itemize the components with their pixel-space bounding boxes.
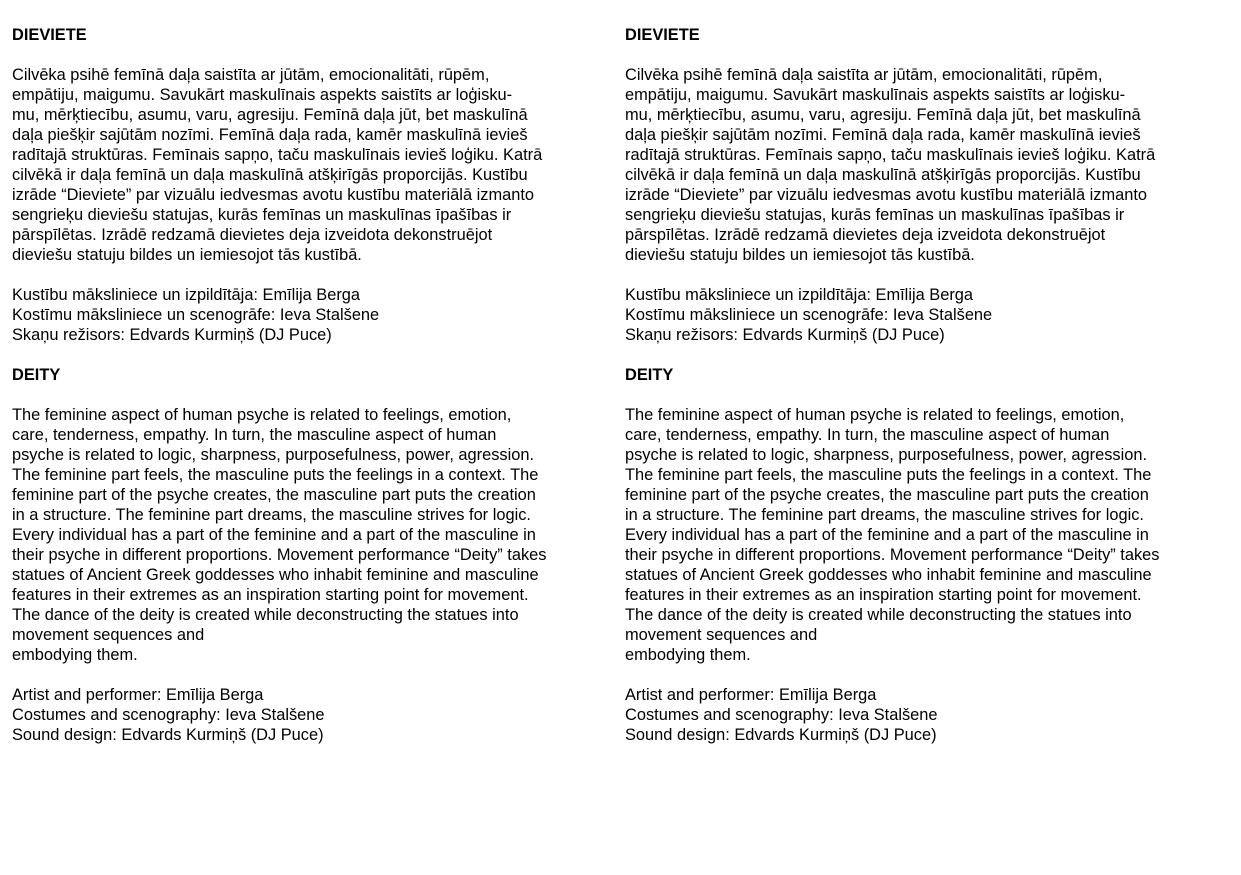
latvian-body-line: radītajā struktūras. Femīnais sapņo, taču maskulīnais ievieš loģiku. Katrā <box>12 146 543 164</box>
latvian-credit-line: Skaņu režisors: Edvards Kurmiņš (DJ Puce) <box>625 326 945 344</box>
latvian-body-line: daļa piešķir sajūtām nozīmi. Femīnā daļa rada, kamēr maskulīnā ievieš <box>625 126 1141 144</box>
english-body-line: embodying them. <box>625 646 751 664</box>
english-credits <box>625 685 1237 745</box>
latvian-body-line: mu, mērķtiecību, asumu, varu, agresiju. Femīnā daļa jūt, bet maskulīnā <box>12 106 528 124</box>
latvian-body-line: radītajā struktūras. Femīnais sapņo, taču maskulīnais ievieš loģiku. Katrā <box>625 146 1156 164</box>
latvian-body-line: mu, mērķtiecību, asumu, varu, agresiju. Femīnā daļa jūt, bet maskulīnā <box>625 106 1141 124</box>
english-title: DEITY <box>625 366 674 384</box>
english-credit-line: Sound design: Edvards Kurmiņš (DJ Puce) <box>12 726 324 744</box>
latvian-title: DIEVIETE <box>625 26 700 44</box>
latvian-credit-line: Kustību māksliniece un izpildītāja: Emīlija Berga <box>625 286 974 304</box>
english-body-line: statues of Ancient Greek goddesses who inhabit feminine and masculine <box>12 566 539 584</box>
english-body <box>12 405 624 665</box>
latvian-body-line: izrāde “Dieviete” par vizuālu iedvesmas avotu kustību materiālā izmanto <box>625 186 1148 204</box>
latvian-credit-line: Kostīmu māksliniece un scenogrāfe: Ieva Stalšene <box>12 306 380 324</box>
latvian-title: DIEVIETE <box>12 26 87 44</box>
latvian-body-line: dieviešu statuju bildes un iemiesojot tās kustībā. <box>12 246 362 264</box>
english-credit-line: Artist and performer: Emīlija Berga <box>12 686 264 704</box>
english-body-line: The feminine aspect of human psyche is related to feelings, emotion, <box>12 406 512 424</box>
english-body-line: psyche is related to logic, sharpness, purposefulness, power, agression. <box>625 446 1148 464</box>
english-body-line: features in their extremes as an inspiration starting point for movement. <box>12 586 529 604</box>
english-body-line: The feminine aspect of human psyche is related to feelings, emotion, <box>625 406 1125 424</box>
english-credit-line: Costumes and scenography: Ieva Stalšene <box>12 706 325 724</box>
english-body-line: The dance of the deity is created while deconstructing the statues into <box>12 606 519 624</box>
latvian-credit-line: Skaņu režisors: Edvards Kurmiņš (DJ Puce) <box>12 326 332 344</box>
latvian-credits <box>625 285 1237 345</box>
latvian-body-line: sengrieķu dieviešu statujas, kurās femīnas un maskulīnas īpašības ir <box>625 206 1125 224</box>
latvian-body-line: cilvēkā ir daļa femīnā un daļa maskulīnā atšķirīgās proporcijās. Kustību <box>625 166 1141 184</box>
english-body-line: psyche is related to logic, sharpness, purposefulness, power, agression. <box>12 446 535 464</box>
latvian-body-line: Cilvēka psihē femīnā daļa saistīta ar jūtām, emocionalitāti, rūpēm, <box>12 66 490 84</box>
latvian-credit-line: Kustību māksliniece un izpildītāja: Emīlija Berga <box>12 286 361 304</box>
english-body-line: their psyche in different proportions. Movement performance “Deity” takes <box>625 546 1160 564</box>
english-credit-line: Sound design: Edvards Kurmiņš (DJ Puce) <box>625 726 937 744</box>
latvian-body-line: pārspīlētas. Izrādē redzamā dievietes deja izveidota dekonstruējot <box>12 226 493 244</box>
english-body-line: statues of Ancient Greek goddesses who inhabit feminine and masculine <box>625 566 1152 584</box>
english-body-line: embodying them. <box>12 646 138 664</box>
english-body-line: in a structure. The feminine part dreams, the masculine strives for logic. <box>12 506 531 524</box>
english-title: DEITY <box>12 366 61 384</box>
english-body <box>625 405 1237 665</box>
latvian-credits <box>12 285 624 345</box>
latvian-body <box>12 65 624 265</box>
latvian-body-line: empātiju, maigumu. Savukārt maskulīnais aspekts saistīts ar loģisku- <box>12 86 513 104</box>
latvian-body-line: daļa piešķir sajūtām nozīmi. Femīnā daļa rada, kamēr maskulīnā ievieš <box>12 126 528 144</box>
english-body-line: features in their extremes as an inspiration starting point for movement. <box>625 586 1142 604</box>
latvian-body-line: sengrieķu dieviešu statujas, kurās femīnas un maskulīnas īpašības ir <box>12 206 512 224</box>
latvian-body-line: pārspīlētas. Izrādē redzamā dievietes deja izveidota dekonstruējot <box>625 226 1106 244</box>
english-body-line: in a structure. The feminine part dreams, the masculine strives for logic. <box>625 506 1144 524</box>
english-credits <box>12 685 624 745</box>
latvian-credit-line: Kostīmu māksliniece un scenogrāfe: Ieva Stalšene <box>625 306 993 324</box>
text-column-left <box>12 25 624 745</box>
latvian-body-line: Cilvēka psihē femīnā daļa saistīta ar jūtām, emocionalitāti, rūpēm, <box>625 66 1103 84</box>
latvian-body <box>625 65 1237 265</box>
text-column-right <box>625 25 1237 745</box>
latvian-body-line: dieviešu statuju bildes un iemiesojot tās kustībā. <box>625 246 975 264</box>
english-body-line: feminine part of the psyche creates, the masculine part puts the creation <box>625 486 1149 504</box>
english-body-line: Every individual has a part of the feminine and a part of the masculine in <box>625 526 1149 544</box>
english-body-line: feminine part of the psyche creates, the masculine part puts the creation <box>12 486 536 504</box>
english-body-line: movement sequences and <box>625 626 818 644</box>
english-body-line: Every individual has a part of the feminine and a part of the masculine in <box>12 526 536 544</box>
english-credit-line: Artist and performer: Emīlija Berga <box>625 686 877 704</box>
english-body-line: The dance of the deity is created while deconstructing the statues into <box>625 606 1132 624</box>
english-body-line: care, tenderness, empathy. In turn, the masculine aspect of human <box>12 426 497 444</box>
english-credit-line: Costumes and scenography: Ieva Stalšene <box>625 706 938 724</box>
latvian-body-line: empātiju, maigumu. Savukārt maskulīnais aspekts saistīts ar loģisku- <box>625 86 1126 104</box>
latvian-body-line: izrāde “Dieviete” par vizuālu iedvesmas avotu kustību materiālā izmanto <box>12 186 535 204</box>
english-body-line: care, tenderness, empathy. In turn, the masculine aspect of human <box>625 426 1110 444</box>
english-body-line: The feminine part feels, the masculine puts the feelings in a context. The <box>625 466 1152 484</box>
english-body-line: their psyche in different proportions. Movement performance “Deity” takes <box>12 546 547 564</box>
latvian-body-line: cilvēkā ir daļa femīnā un daļa maskulīnā atšķirīgās proporcijās. Kustību <box>12 166 528 184</box>
english-body-line: movement sequences and <box>12 626 205 644</box>
english-body-line: The feminine part feels, the masculine puts the feelings in a context. The <box>12 466 539 484</box>
